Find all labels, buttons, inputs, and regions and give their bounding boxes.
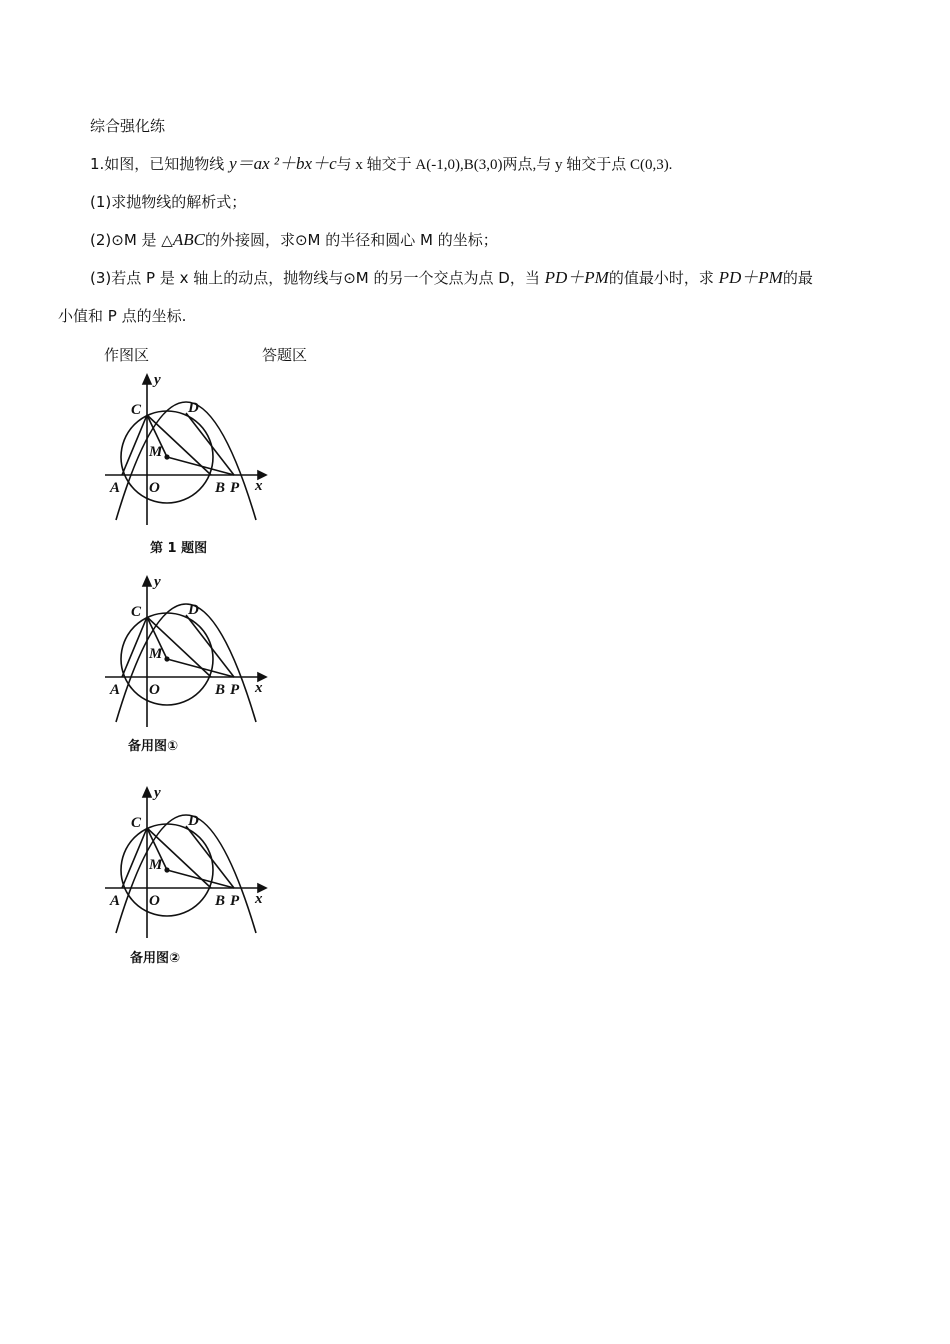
label-m: M <box>149 857 163 873</box>
intro-suffix: 与 x 轴交于 A(-1,0),B(3,0)两点,与 y 轴交于点 C(0,3). <box>336 157 673 173</box>
question-1: (1)求抛物线的解析式； <box>90 193 247 211</box>
segment-dp <box>186 615 234 677</box>
figure-2-caption: 备用图① <box>128 739 179 754</box>
label-d: D <box>188 400 199 416</box>
parabola <box>116 604 256 722</box>
segment-mp <box>167 870 234 888</box>
label-m: M <box>149 646 163 662</box>
label-x: x <box>255 891 263 907</box>
label-p: P <box>230 682 240 698</box>
q3-expression-2: PD＋PM <box>718 268 783 287</box>
label-o: O <box>149 682 160 698</box>
figure-3-diagram <box>100 783 275 943</box>
section-title: 综合强化练 <box>90 117 166 135</box>
label-d: D <box>188 813 199 829</box>
figure-3 <box>100 783 275 943</box>
draw-area-label: 作图区 <box>104 346 150 364</box>
figure-1-caption: 第 1 题图 <box>150 541 208 556</box>
label-a: A <box>110 682 121 698</box>
label-o: O <box>149 480 160 496</box>
label-a: A <box>110 480 121 496</box>
label-p: P <box>230 480 240 496</box>
figure-1-diagram <box>100 370 275 530</box>
label-y: y <box>154 785 161 801</box>
segment-mp <box>167 457 234 475</box>
label-m: M <box>149 444 163 460</box>
y-axis-arrow <box>143 375 151 384</box>
segment-dp <box>186 413 234 475</box>
q3-prefix: (3)若点 P 是 x 轴上的动点，抛物线与⊙M 的另一个交点为点 D，当 <box>90 269 545 287</box>
label-o: O <box>149 893 160 909</box>
q2-prefix: (2)⊙M 是 △ <box>90 231 173 249</box>
q2-triangle: ABC <box>172 230 205 249</box>
label-b: B <box>215 682 226 698</box>
y-axis-arrow <box>143 577 151 586</box>
label-b: B <box>215 893 226 909</box>
q3-suffix: 的最 <box>782 269 813 287</box>
segment-dp <box>186 826 234 888</box>
label-x: x <box>255 680 263 696</box>
parabola <box>116 815 256 933</box>
question-3-line-2: 小值和 P 点的坐标. <box>58 307 187 325</box>
answer-area-label: 答题区 <box>262 346 308 364</box>
parabola <box>116 402 256 520</box>
label-y: y <box>154 372 161 388</box>
label-p: P <box>230 893 240 909</box>
question-3 <box>90 268 813 288</box>
figure-3-caption: 备用图② <box>130 951 181 966</box>
label-c: C <box>131 815 142 831</box>
point-m <box>164 867 169 872</box>
label-d: D <box>188 602 199 618</box>
point-m <box>164 656 169 661</box>
point-m <box>164 454 169 459</box>
label-x: x <box>255 478 263 494</box>
figure-2-diagram <box>100 572 275 732</box>
figure-2 <box>100 572 275 732</box>
problem-intro <box>90 154 672 175</box>
label-b: B <box>215 480 226 496</box>
label-c: C <box>131 604 142 620</box>
label-y: y <box>154 574 161 590</box>
q2-suffix: 的外接圆，求⊙M 的半径和圆心 M 的坐标； <box>204 231 498 249</box>
parabola-equation: y＝ax ²＋bx＋c <box>229 154 337 173</box>
label-a: A <box>110 893 121 909</box>
label-c: C <box>131 402 142 418</box>
segment-mp <box>167 659 234 677</box>
y-axis-arrow <box>143 788 151 797</box>
q3-mid: 的值最小时，求 <box>608 269 719 287</box>
intro-prefix: 1.如图，已知抛物线 <box>90 155 230 173</box>
question-2 <box>90 230 498 250</box>
figure-1 <box>100 370 275 530</box>
q3-expression-1: PD＋PM <box>544 268 609 287</box>
